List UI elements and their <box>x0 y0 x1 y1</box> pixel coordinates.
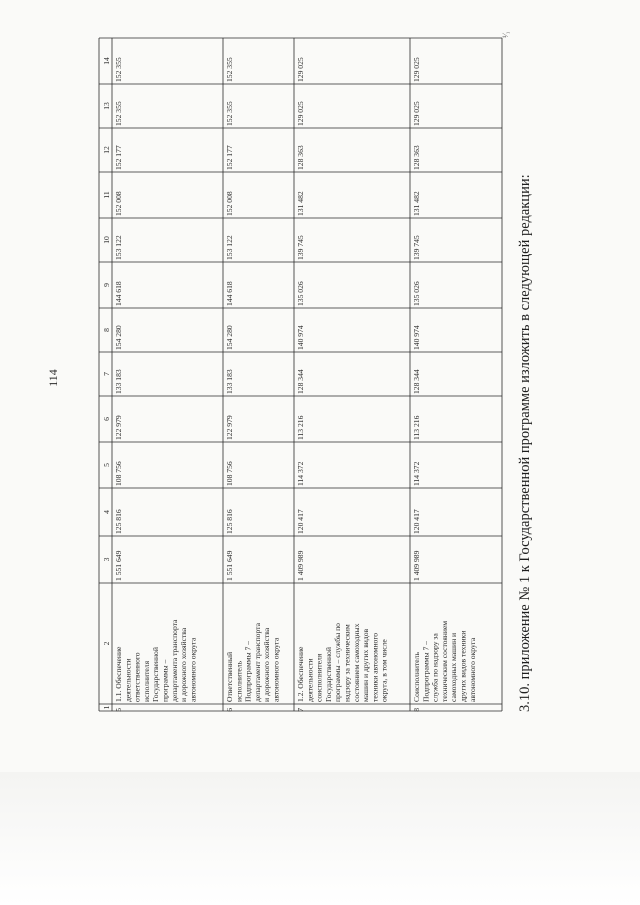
row-name-line: исполнителя <box>141 660 151 702</box>
row-name-line: автономного округа <box>271 637 281 702</box>
cell-value: 114 372 <box>412 461 421 486</box>
row-name-line: и дорожного хозяйства <box>179 627 189 702</box>
row-name-line: Ответственный <box>225 651 234 702</box>
column-header-9: 9 <box>102 283 111 287</box>
row-name-line: программы – <box>160 659 170 702</box>
row-name-line: департамента транспорта <box>169 619 179 702</box>
data-table <box>102 57 477 712</box>
row-name-line: автономного округа <box>467 637 477 702</box>
column-header-5: 5 <box>102 463 111 467</box>
row-name-line: самоходных машин и <box>449 632 459 702</box>
cell-value: 1 551 649 <box>225 550 234 581</box>
row-name-line: департамент транспорта <box>252 623 262 702</box>
row-name-line: других видов техники <box>458 630 468 702</box>
row-name-line: программы – службы по <box>333 623 343 702</box>
cell-value: 135 026 <box>296 281 305 306</box>
cell-value: 120 417 <box>412 509 421 534</box>
column-header-12: 12 <box>102 146 111 154</box>
cell-value: 108 756 <box>225 461 234 486</box>
cell-value: 120 417 <box>296 509 305 534</box>
column-header-2: 2 <box>102 641 111 646</box>
column-header-1: 1 <box>102 705 111 710</box>
cell-value: 125 816 <box>225 509 234 534</box>
row-name-line: Соисполнитель <box>412 652 421 702</box>
cell-value: 152 008 <box>114 191 123 216</box>
row-name-line: надзору за техническим <box>342 624 352 702</box>
row-name-line: ответственного <box>132 652 142 702</box>
column-header-14: 14 <box>102 57 111 65</box>
row-name-line: 1.1. Обеспечение <box>114 646 123 702</box>
row-name-line: Подпрограммы 7 – <box>243 641 253 702</box>
column-header-10: 10 <box>102 236 111 244</box>
cell-value: 129 025 <box>296 57 305 82</box>
row-number: 7 <box>296 708 305 712</box>
cell-value: 131 482 <box>412 191 421 216</box>
cell-value: 135 026 <box>412 281 421 306</box>
row-name-line: исполнитель <box>234 660 244 702</box>
cell-value: 152 355 <box>225 101 234 126</box>
column-header-7: 7 <box>102 372 111 376</box>
column-header-11: 11 <box>102 191 111 199</box>
cell-value: 108 756 <box>114 461 123 486</box>
cell-value: 152 177 <box>114 145 123 170</box>
cell-value: 128 344 <box>296 369 305 394</box>
instruction-text: 3.10. приложение № 1 к Государственной программе изложить в следующей редакции: <box>517 174 533 712</box>
row-name-line: состоянием самоходных <box>351 623 361 702</box>
row-name-line: Подпрограммы 7 – <box>421 641 431 702</box>
cell-value: 113 216 <box>296 415 305 440</box>
row-name-line: и дорожного хозяйства <box>262 627 272 702</box>
column-header-3: 3 <box>102 557 111 562</box>
row-name-line: автономного округа <box>188 637 198 702</box>
cell-value: 122 979 <box>225 415 234 440</box>
row-name-line: Государственной <box>323 647 333 702</box>
column-header-13: 13 <box>102 102 111 110</box>
cell-value: 139 745 <box>296 235 305 260</box>
cell-value: 152 177 <box>225 145 234 170</box>
cell-value: 128 363 <box>412 145 421 170</box>
corner-mark: ¹⁄₁ <box>501 31 510 38</box>
row-number: 6 <box>225 708 234 712</box>
cell-value: 129 025 <box>412 101 421 126</box>
cell-value: 125 816 <box>114 509 123 534</box>
column-header-6: 6 <box>102 417 111 421</box>
cell-value: 140 974 <box>296 325 305 350</box>
row-name-line: машин и других видов <box>361 628 371 702</box>
cell-value: 128 363 <box>296 145 305 170</box>
cell-value: 114 372 <box>296 461 305 486</box>
row-name-line: служба по надзору за <box>430 633 440 702</box>
cell-value: 1 409 989 <box>412 550 421 581</box>
cell-value: 129 025 <box>412 57 421 82</box>
column-header-4: 4 <box>102 510 111 514</box>
cell-value: 154 280 <box>114 325 123 350</box>
cell-value: 144 618 <box>225 281 234 306</box>
cell-value: 113 216 <box>412 415 421 440</box>
cell-value: 152 355 <box>225 57 234 82</box>
cell-value: 129 025 <box>296 101 305 126</box>
row-number: 5 <box>114 708 123 712</box>
row-number: 8 <box>412 708 421 712</box>
cell-value: 128 344 <box>412 369 421 394</box>
row-name-line: техники автономного <box>370 632 380 702</box>
cell-value: 1 409 989 <box>296 550 305 581</box>
cell-value: 131 482 <box>296 191 305 216</box>
cell-value: 139 745 <box>412 235 421 260</box>
cell-value: 153 122 <box>225 235 234 260</box>
row-name-line: соисполнителя <box>314 653 324 702</box>
page-number: 114 <box>46 369 60 387</box>
row-name-line: Государственной <box>151 647 161 702</box>
cell-value: 152 355 <box>114 57 123 82</box>
cell-value: 133 183 <box>114 369 123 394</box>
row-name-line: техническим состоянием <box>439 620 449 702</box>
cell-value: 122 979 <box>114 415 123 440</box>
cell-value: 140 974 <box>412 325 421 350</box>
cell-value: 154 280 <box>225 325 234 350</box>
column-header-8: 8 <box>102 328 111 332</box>
row-name-line: округа, в том числе <box>379 639 389 702</box>
cell-value: 152 355 <box>114 101 123 126</box>
cell-value: 133 183 <box>225 369 234 394</box>
cell-value: 152 008 <box>225 191 234 216</box>
row-name-line: деятельности <box>305 658 315 702</box>
cell-value: 153 122 <box>114 235 123 260</box>
row-name-line: деятельности <box>123 658 133 702</box>
cell-value: 1 551 649 <box>114 550 123 581</box>
row-name-line: 1.2. Обеспечение <box>296 646 305 702</box>
cell-value: 144 618 <box>114 281 123 306</box>
